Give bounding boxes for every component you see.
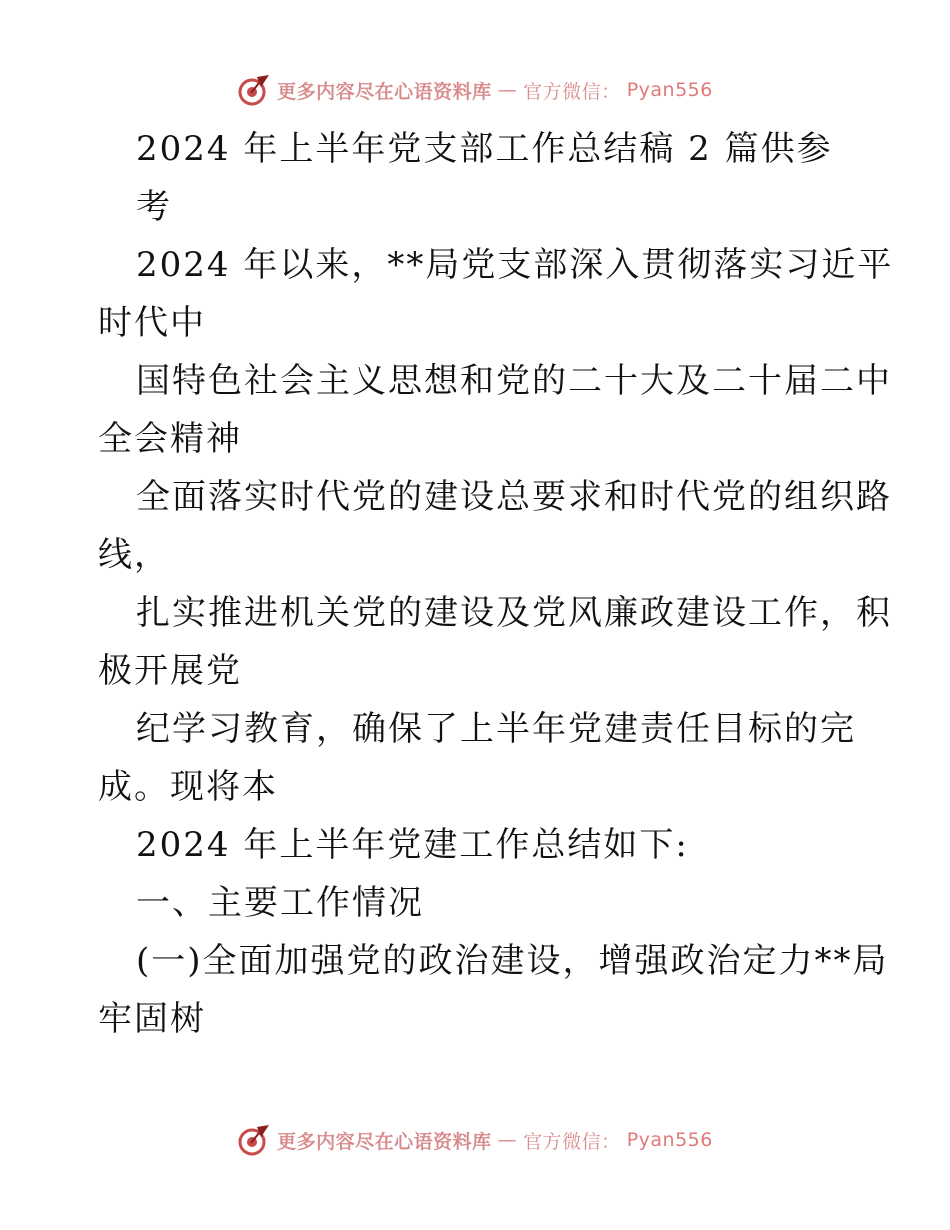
doc-line: 线，	[98, 535, 170, 575]
watermark-contact-id: Pyan556	[626, 79, 713, 101]
doc-line: 全面落实时代党的建设总要求和时代党的组织路	[136, 477, 892, 517]
doc-title-line-1: 2024 年上半年党支部工作总结稿 2 篇供参	[136, 129, 833, 169]
section-heading: 一、主要工作情况	[136, 883, 424, 923]
doc-line: 牢固树	[98, 999, 206, 1039]
subsection-heading: (一)全面加强党的政治建设，增强政治定力**局	[136, 941, 889, 981]
doc-line: 2024 年以来，**局党支部深入贯彻落实习近平	[136, 245, 894, 285]
watermark-contact-id: Pyan556	[626, 1129, 713, 1151]
doc-line: 成。现将本	[98, 767, 278, 807]
watermark-text: 更多内容尽在心语资料库	[277, 1130, 492, 1153]
doc-line: 极开展党	[98, 651, 242, 691]
doc-line: 2024 年上半年党建工作总结如下:	[136, 825, 689, 865]
watermark-contact-label: 官方微信：	[523, 1130, 621, 1153]
watermark-separator: —	[497, 1129, 518, 1151]
doc-line: 时代中	[98, 303, 206, 343]
watermark-separator: —	[497, 79, 518, 101]
doc-line: 纪学习教育，确保了上半年党建责任目标的完	[136, 709, 856, 749]
quill-seal-icon	[237, 73, 271, 107]
doc-title-line-2: 考	[136, 187, 172, 227]
quill-seal-icon	[237, 1123, 271, 1157]
watermark-contact-label: 官方微信：	[523, 80, 621, 103]
doc-line: 全会精神	[98, 419, 242, 459]
watermark-text: 更多内容尽在心语资料库	[277, 80, 492, 103]
doc-line: 扎实推进机关党的建设及党风廉政建设工作，积	[136, 593, 892, 633]
doc-line: 国特色社会主义思想和党的二十大及二十届二中	[136, 361, 892, 401]
footer-watermark	[0, 1120, 950, 1160]
header-watermark	[0, 70, 950, 110]
